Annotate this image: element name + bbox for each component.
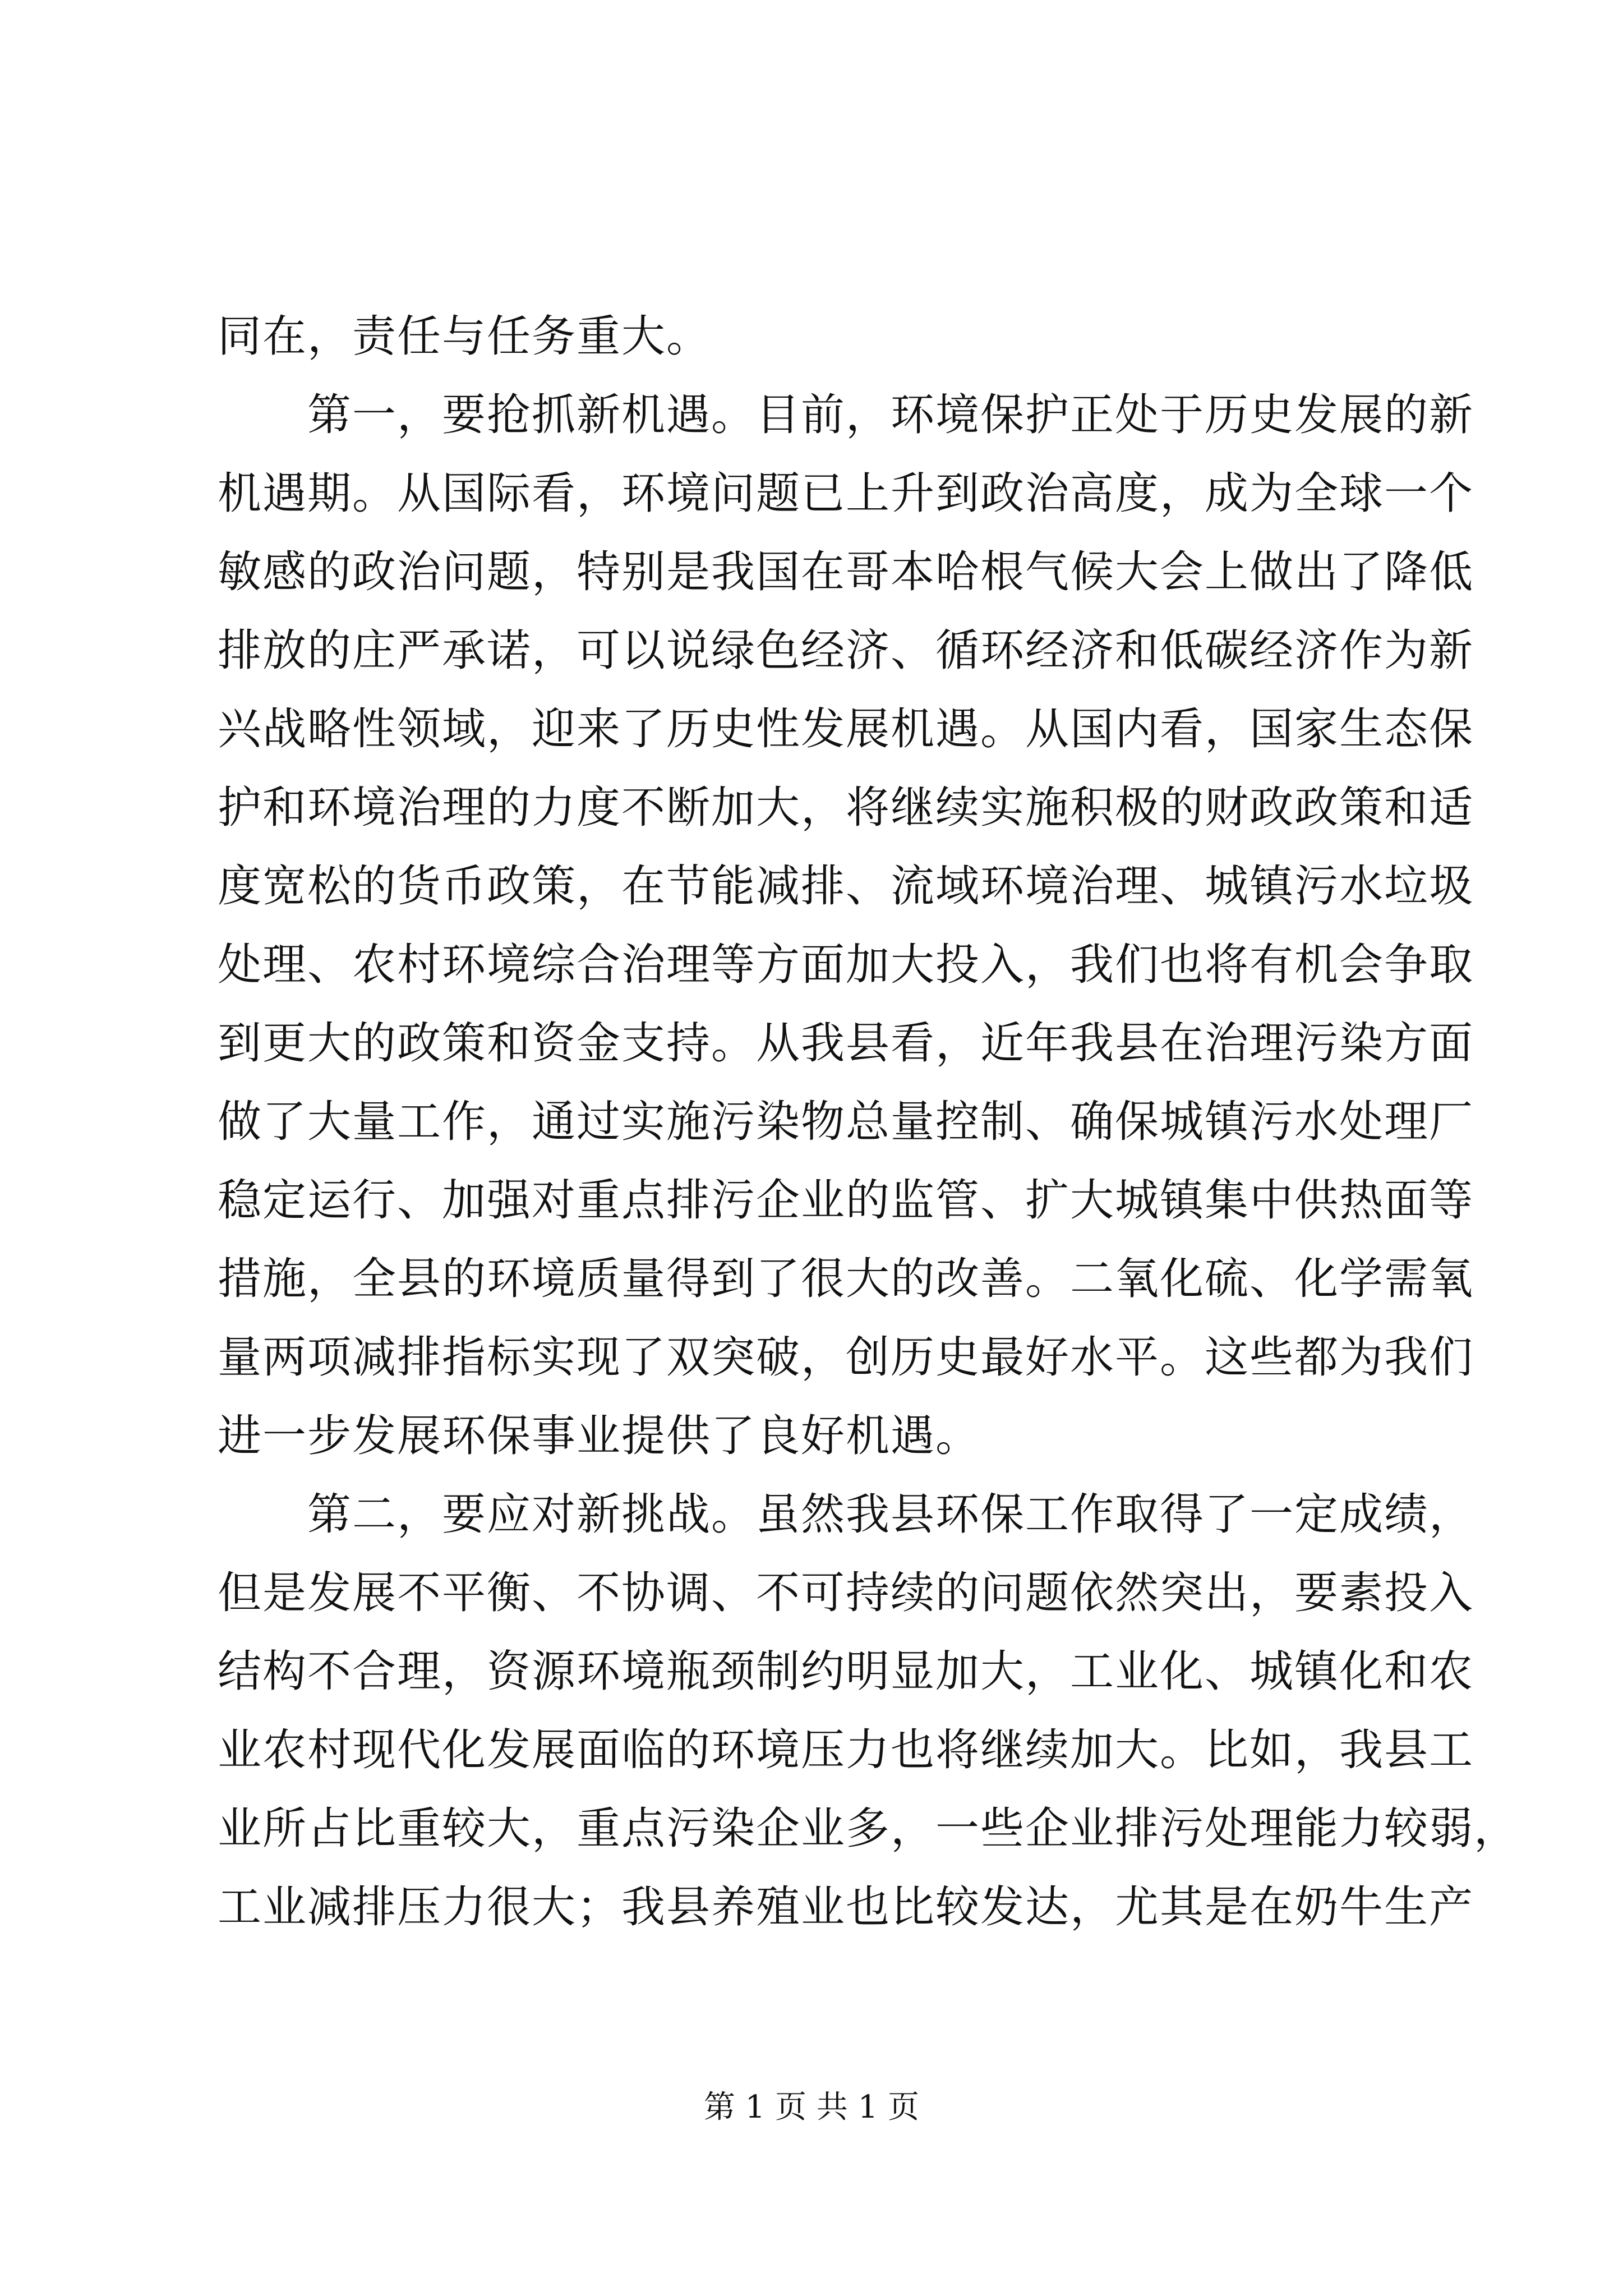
text-line: 但是发展不平衡、不协调、不可持续的问题依然突出，要素投入 (218, 1568, 1474, 1618)
text-line: 量两项减排指标实现了双突破，创历史最好水平。这些都为我们 (218, 1332, 1474, 1383)
text-line: 到更大的政策和资金支持。从我县看，近年我县在治理污染方面 (218, 1018, 1474, 1069)
document-body (218, 297, 1519, 1947)
text-line: 结构不合理，资源环境瓶颈制约明显加大，工业化、城镇化和农 (218, 1646, 1474, 1697)
text-line: 做了大量工作，通过实施污染物总量控制、确保城镇污水处理厂 (218, 1097, 1474, 1147)
text-line: 兴战略性领域，迎来了历史性发展机遇。从国内看，国家生态保 (218, 704, 1474, 754)
paragraph-first-line: 第一，要抢抓新机遇。目前，环境保护正处于历史发展的新 (307, 390, 1474, 440)
text-line: 措施，全县的环境质量得到了很大的改善。二氧化硫、化学需氧 (218, 1254, 1474, 1304)
text-line: 进一步发展环保事业提供了良好机遇。 (218, 1411, 981, 1461)
text-line: 处理、农村环境综合治理等方面加大投入，我们也将有机会争取 (218, 940, 1474, 990)
text-line: 机遇期。从国际看，环境问题已上升到政治高度，成为全球一个 (218, 468, 1474, 519)
text-line: 业农村现代化发展面临的环境压力也将继续加大。比如，我县工 (218, 1725, 1474, 1775)
text-line: 稳定运行、加强对重点排污企业的监管、扩大城镇集中供热面等 (218, 1175, 1474, 1226)
text-line: 敏感的政治问题，特别是我国在哥本哈根气候大会上做出了降低 (218, 547, 1474, 597)
text-line: 工业减排压力很大；我县养殖业也比较发达，尤其是在奶牛生产 (218, 1882, 1474, 1932)
page-number-footer: 第 1 页 共 1 页 (703, 2089, 920, 2125)
text-line: 同在，责任与任务重大。 (218, 311, 712, 362)
text-line: 度宽松的货币政策，在节能减排、流域环境治理、城镇污水垃圾 (218, 861, 1474, 912)
text-line: 业所占比重较大，重点污染企业多，一些企业排污处理能力较弱， (218, 1803, 1519, 1854)
text-line: 排放的庄严承诺，可以说绿色经济、循环经济和低碳经济作为新 (218, 625, 1474, 676)
text-line: 护和环境治理的力度不断加大，将继续实施积极的财政政策和适 (218, 783, 1474, 833)
paragraph-first-line: 第二，要应对新挑战。虽然我县环保工作取得了一定成绩， (307, 1489, 1474, 1540)
